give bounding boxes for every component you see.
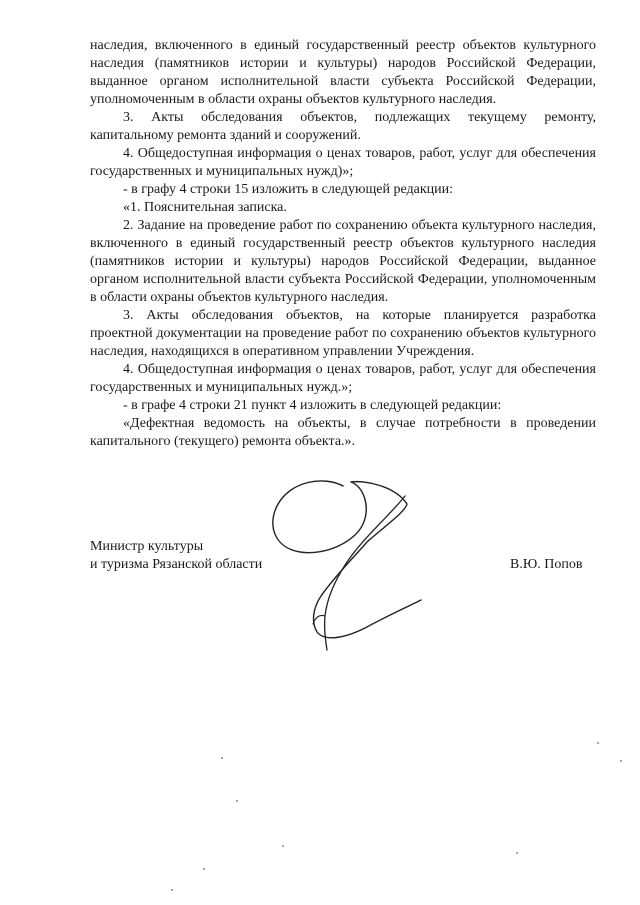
scan-speck — [203, 868, 205, 870]
scan-speck — [171, 889, 173, 891]
signatory-name: В.Ю. Попов — [510, 557, 583, 572]
paragraph-item-4-prices: 4. Общедоступная информация о ценах товаров, работ, услуг для обеспечения государственных и муниципальных нужд)»; — [90, 146, 596, 179]
paragraph-item-4-prices-2: 4. Общедоступная информация о ценах товаров, работ, услуг для обеспечения государственных и муниципальных нужд.»; — [90, 362, 596, 395]
document-body — [90, 37, 596, 451]
paragraph-item-1-note: «1. Пояснительная записка. — [123, 200, 287, 215]
scan-speck — [236, 800, 238, 802]
scan-speck — [221, 757, 223, 759]
paragraph-continuation: наследия, включенного в единый государственный реестр объектов культурного наследия (памятников истории и культуры) народов Российской Федерации, выданное органом исполнительной власти субъекта Российской Федерации, уполномоченным в области охраны объектов культурного наследия. — [90, 38, 596, 107]
scan-speck — [516, 852, 518, 854]
scan-speck — [282, 845, 284, 847]
paragraph-instruction-row-15: - в графу 4 строки 15 изложить в следующей редакции: — [123, 182, 454, 197]
handwritten-signature — [255, 466, 425, 656]
paragraph-defect-statement: «Дефектная ведомость на объекты, в случае потребности в проведении капитального (текущего) ремонта объекта.». — [90, 416, 596, 449]
paragraph-item-3-inspection: 3. Акты обследования объектов, на которые планируется разработка проектной документации на проведение работ по сохранению объектов культурного наследия, находящихся в оперативном управлении Учреждения. — [90, 308, 596, 359]
paragraph-item-2-task: 2. Задание на проведение работ по сохранению объекта культурного наследия, включенного в единый государственный реестр объектов культурного наследия (памятников истории и культуры) народов Российской Федерации, выданное органом исполнительной власти субъекта Российской Федерации, уполномоченным в области охраны объектов культурного наследия. — [90, 218, 596, 305]
paragraph-item-3-acts: 3. Акты обследования объектов, подлежащих текущему ремонту, капитальному ремонта зданий и сооружений. — [90, 110, 596, 143]
signatory-position — [90, 538, 262, 574]
paragraph-instruction-row-21: - в графе 4 строки 21 пункт 4 изложить в следующей редакции: — [123, 398, 502, 413]
signatory-position-line-1: Министр культуры — [90, 539, 204, 554]
scan-speck — [597, 742, 599, 744]
signatory-position-line-2: и туризма Рязанской области — [90, 557, 263, 572]
scan-speck — [620, 760, 622, 762]
